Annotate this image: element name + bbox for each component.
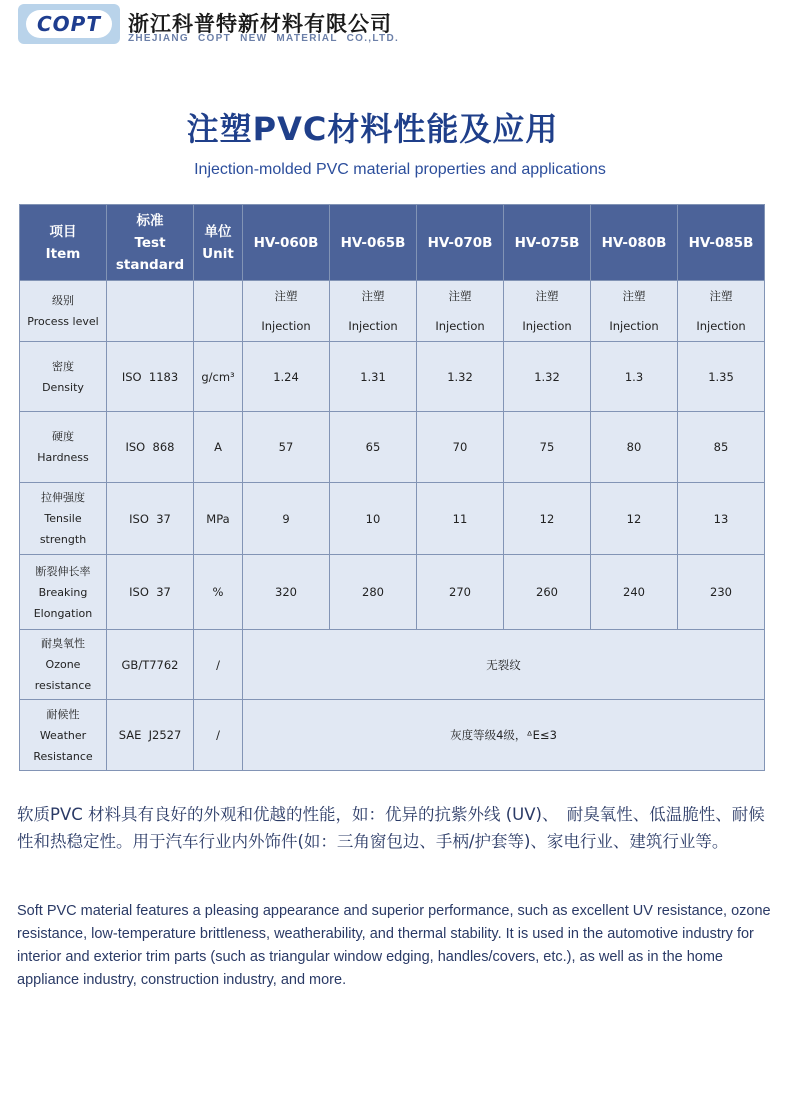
row-property-name: [20, 412, 107, 483]
logo-text: COPT: [37, 12, 101, 36]
properties-table: [19, 204, 765, 771]
row-value-cell: 320: [243, 555, 330, 630]
row-value-cell: 1.31: [330, 342, 417, 412]
company-logo: [18, 4, 120, 44]
row-test-standard: [107, 281, 194, 342]
row-value-cell: 1.24: [243, 342, 330, 412]
row-value-cell: 9: [243, 483, 330, 555]
property-name-cn: 断裂伸长率: [35, 564, 91, 578]
row-value-cell: 80: [591, 412, 678, 483]
page-title-cn: 注塑PVC材料性能及应用: [186, 110, 559, 148]
row-merged-value: 无裂纹: [243, 630, 765, 700]
row-value-cell: 注塑 Injection: [591, 281, 678, 342]
company-name-en: ZHEJIANG COPT NEW MATERIAL CO.,LTD.: [128, 33, 400, 44]
row-test-standard: ISO 37: [107, 555, 194, 630]
row-test-standard: ISO 1183: [107, 342, 194, 412]
row-value-cell: 57: [243, 412, 330, 483]
row-value-cell: 270: [417, 555, 504, 630]
row-unit: %: [194, 555, 243, 630]
row-test-standard: SAE J2527: [107, 700, 194, 771]
description-cn: 软质PVC 材料具有良好的外观和优越的性能，如：优异的抗紫外线 (UV)、 耐臭氧性、低温脆性、耐候性和热稳定性。用于汽车行业内外饰件(如：三角窗包边、手柄/护套等)、家电行业、建筑行业等。: [17, 805, 765, 851]
row-property-name: [20, 342, 107, 412]
row-property-name: [20, 700, 107, 771]
header-item: 项目 Item: [20, 205, 107, 281]
row-unit: [194, 281, 243, 342]
header-grade: HV-085B: [678, 205, 765, 281]
company-name-cn: 浙江科普特新材料有限公司: [128, 12, 392, 36]
row-value-cell: 280: [330, 555, 417, 630]
table-row: [20, 412, 765, 483]
row-unit: A: [194, 412, 243, 483]
table-row: [20, 483, 765, 555]
row-value-cell: 12: [504, 483, 591, 555]
row-value-cell: 注塑 Injection: [678, 281, 765, 342]
row-property-name: [20, 630, 107, 700]
header-grade: HV-065B: [330, 205, 417, 281]
page-header: [0, 0, 800, 56]
row-value-cell: 1.35: [678, 342, 765, 412]
property-name-en: Weather Resistance: [33, 728, 93, 763]
property-name-cn: 密度: [52, 359, 74, 373]
property-name-cn: 拉伸强度: [41, 491, 85, 504]
table-row: [20, 555, 765, 630]
row-unit: MPa: [194, 483, 243, 555]
property-name-en: Tensile strength: [39, 512, 87, 546]
row-test-standard: ISO 37: [107, 483, 194, 555]
row-property-name: [20, 281, 107, 342]
property-name-cn: 硬度: [52, 430, 74, 443]
row-unit: /: [194, 700, 243, 771]
row-value-cell: 注塑 Injection: [330, 281, 417, 342]
table-row: [20, 630, 765, 700]
row-property-name: [20, 555, 107, 630]
property-name-en: Ozone resistance: [34, 658, 92, 692]
row-value-cell: 1.32: [504, 342, 591, 412]
row-value-cell: 注塑 Injection: [417, 281, 504, 342]
property-name-cn: 耐候性: [46, 707, 80, 721]
row-test-standard: ISO 868: [107, 412, 194, 483]
table-header-row: [20, 205, 765, 281]
row-value-cell: 10: [330, 483, 417, 555]
table-row: [20, 700, 765, 771]
row-value-cell: 70: [417, 412, 504, 483]
row-value-cell: 85: [678, 412, 765, 483]
page-title-en: Injection-molded PVC material properties and applications: [194, 161, 606, 178]
row-value-cell: 260: [504, 555, 591, 630]
property-name-en: Process level: [27, 315, 99, 328]
row-value-cell: 75: [504, 412, 591, 483]
description-en: Soft PVC material features a pleasing appearance and superior performance, such as excellent UV resistance, ozone resistance, low-temperature brittleness, weatherability, and thermal stability. It is used in the automotive industry for interior and exterior trim parts (such as triangular window edging, handles/covers, etc.), as well as in the home appliance industry, construction industry, and more.: [17, 903, 771, 988]
row-unit: /: [194, 630, 243, 700]
property-name-cn: 耐臭氧性: [41, 637, 85, 650]
property-name-en: Breaking Elongation: [33, 585, 93, 620]
table-row: [20, 342, 765, 412]
row-value-cell: 65: [330, 412, 417, 483]
table-body: [20, 281, 765, 771]
row-unit: g/cm³: [194, 342, 243, 412]
property-name-cn: 级别: [52, 294, 74, 307]
header-grade: HV-060B: [243, 205, 330, 281]
row-value-cell: 13: [678, 483, 765, 555]
row-merged-value: 灰度等级4级，ᐞE≤3: [243, 700, 765, 771]
table-row: [20, 281, 765, 342]
header-grade: HV-075B: [504, 205, 591, 281]
row-value-cell: 注塑 Injection: [504, 281, 591, 342]
row-value-cell: 注塑 Injection: [243, 281, 330, 342]
row-value-cell: 1.32: [417, 342, 504, 412]
property-name-en: Density: [42, 380, 84, 394]
row-test-standard: GB/T7762: [107, 630, 194, 700]
row-value-cell: 230: [678, 555, 765, 630]
row-value-cell: 12: [591, 483, 678, 555]
header-test-standard: 标准 Test standard: [107, 205, 194, 281]
header-grade: HV-080B: [591, 205, 678, 281]
row-value-cell: 1.3: [591, 342, 678, 412]
row-property-name: [20, 483, 107, 555]
row-value-cell: 11: [417, 483, 504, 555]
row-value-cell: 240: [591, 555, 678, 630]
header-grade: HV-070B: [417, 205, 504, 281]
header-unit: 单位 Unit: [194, 205, 243, 281]
properties-table-container: [19, 204, 765, 771]
property-name-en: Hardness: [37, 451, 89, 464]
